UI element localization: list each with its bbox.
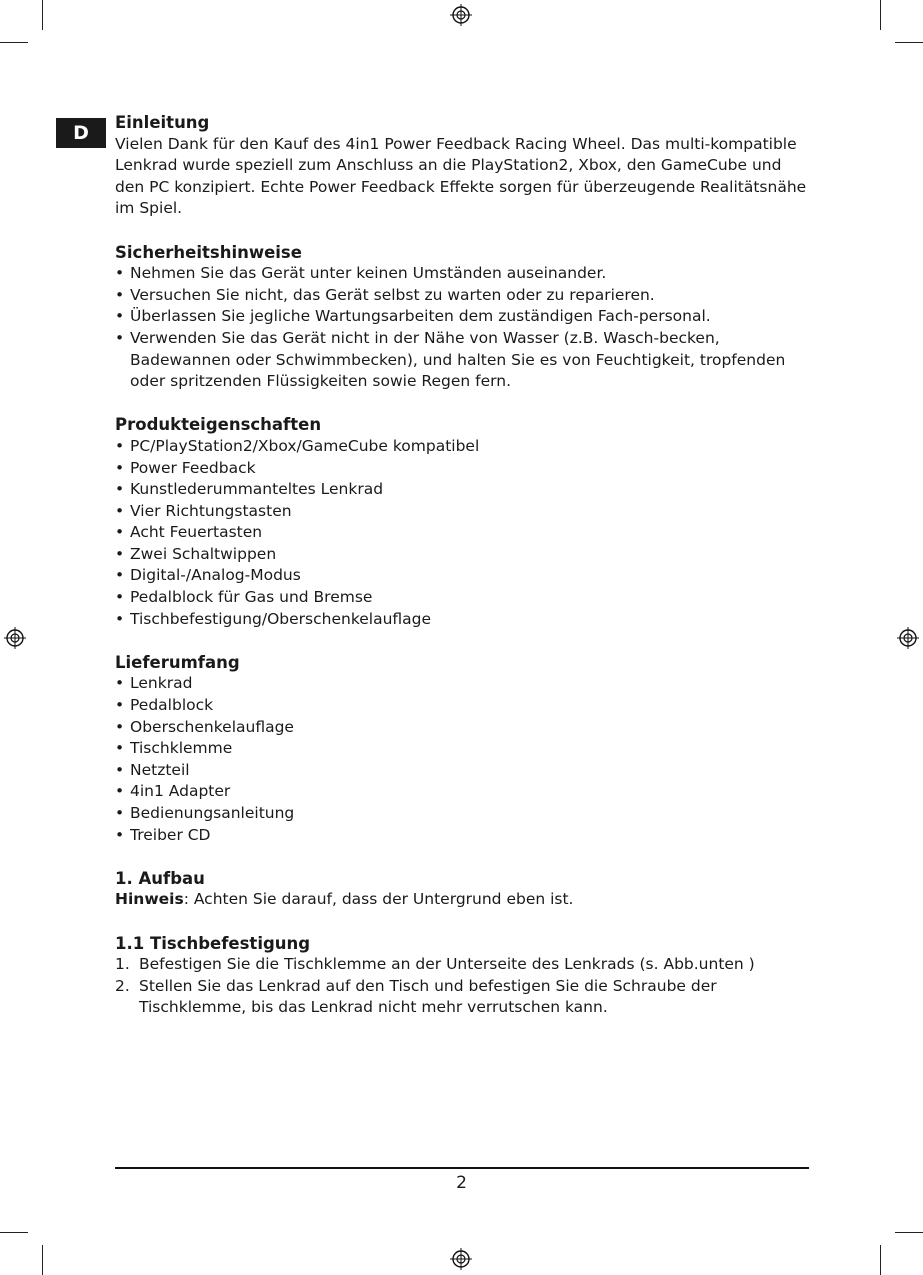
registration-mark-icon (450, 1248, 472, 1270)
list-item: • Tischbefestigung/Oberschenkelauflage (115, 609, 815, 631)
list-item: • 4in1 Adapter (115, 781, 815, 803)
intro-text: Vielen Dank für den Kauf des 4in1 Power Feedback Racing Wheel. Das multi-kompatible Lenkrad wurde speziell zum Anschluss an die PlayStation2, Xbox, den GameCube und den PC konzipiert. Echte Power Feedback Effekte sorgen für überzeugende Realitätsnähe im Spiel. (115, 134, 807, 218)
step-number: 1. (115, 955, 130, 974)
list-item: • Oberschenkelauflage (115, 717, 815, 739)
list-item: • Tischklemme (115, 738, 815, 760)
table-mount-heading: 1.1 Tischbefestigung (115, 933, 311, 953)
crop-mark (0, 42, 28, 43)
contents-section (115, 652, 815, 846)
features-section (115, 414, 815, 630)
steps-list (115, 954, 815, 1019)
language-tab: D (56, 118, 106, 148)
step-item (115, 976, 815, 1019)
safety-section (115, 242, 815, 393)
setup-heading: 1. Aufbau (115, 868, 205, 888)
list-item: • Bedienungsanleitung (115, 803, 815, 825)
manual-content (115, 112, 815, 1041)
list-item: • Pedalblock (115, 695, 815, 717)
list-item: • Versuchen Sie nicht, das Gerät selbst zu warten oder zu reparieren. (115, 285, 815, 307)
list-item: • Lenkrad (115, 673, 815, 695)
safety-heading: Sicherheitshinweise (115, 242, 302, 262)
step-item (115, 954, 815, 976)
setup-note (115, 889, 815, 911)
list-item: • Acht Feuertasten (115, 522, 815, 544)
list-item: • Zwei Schaltwippen (115, 544, 815, 566)
footer-divider (115, 1167, 809, 1169)
crop-mark (0, 1232, 28, 1233)
safety-list (115, 263, 815, 393)
step-text: Stellen Sie das Lenkrad auf den Tisch und befestigen Sie die Schraube der Tischklemme, bis das Lenkrad nicht mehr verrutschen kann. (139, 976, 717, 1017)
crop-mark (42, 1245, 43, 1275)
registration-mark-icon (897, 627, 919, 649)
list-item: • Vier Richtungstasten (115, 501, 815, 523)
registration-mark-icon (4, 627, 26, 649)
crop-mark (895, 42, 923, 43)
list-item: • Kunstlederummanteltes Lenkrad (115, 479, 815, 501)
list-item: • Treiber CD (115, 825, 815, 847)
list-item: • Pedalblock für Gas und Bremse (115, 587, 815, 609)
crop-mark (895, 1232, 923, 1233)
list-item: • Verwenden Sie das Gerät nicht in der Nähe von Wasser (z.B. Wasch-becken, Badewannen oder Schwimmbecken), und halten Sie es von Feuchtigkeit, tropfenden oder spritzenden Flüssigkeiten sowie Regen fern. (115, 328, 815, 393)
list-item: • Power Feedback (115, 458, 815, 480)
note-text: : Achten Sie darauf, dass der Untergrund eben ist. (183, 890, 574, 909)
table-mount-section (115, 933, 815, 1019)
contents-heading: Lieferumfang (115, 652, 240, 672)
crop-mark (42, 0, 43, 30)
setup-section (115, 868, 815, 911)
intro-section (115, 112, 815, 220)
crop-mark (880, 1245, 881, 1275)
intro-heading: Einleitung (115, 113, 210, 132)
note-label: Hinweis (115, 890, 184, 909)
list-item: • Überlassen Sie jegliche Wartungsarbeiten dem zuständigen Fach-personal. (115, 306, 815, 328)
list-item: • Netzteil (115, 760, 815, 782)
contents-list (115, 673, 815, 846)
list-item: • Digital-/Analog-Modus (115, 565, 815, 587)
step-number: 2. (115, 976, 130, 995)
list-item: • PC/PlayStation2/Xbox/GameCube kompatibel (115, 436, 815, 458)
list-item: • Nehmen Sie das Gerät unter keinen Umständen auseinander. (115, 263, 815, 285)
registration-mark-icon (450, 4, 472, 26)
features-heading: Produkteigenschaften (115, 415, 322, 435)
features-list (115, 436, 815, 630)
crop-mark (880, 0, 881, 30)
page-number: 2 (456, 1173, 467, 1193)
step-text: Befestigen Sie die Tischklemme an der Unterseite des Lenkrads (s. Abb.unten ) (139, 955, 755, 974)
